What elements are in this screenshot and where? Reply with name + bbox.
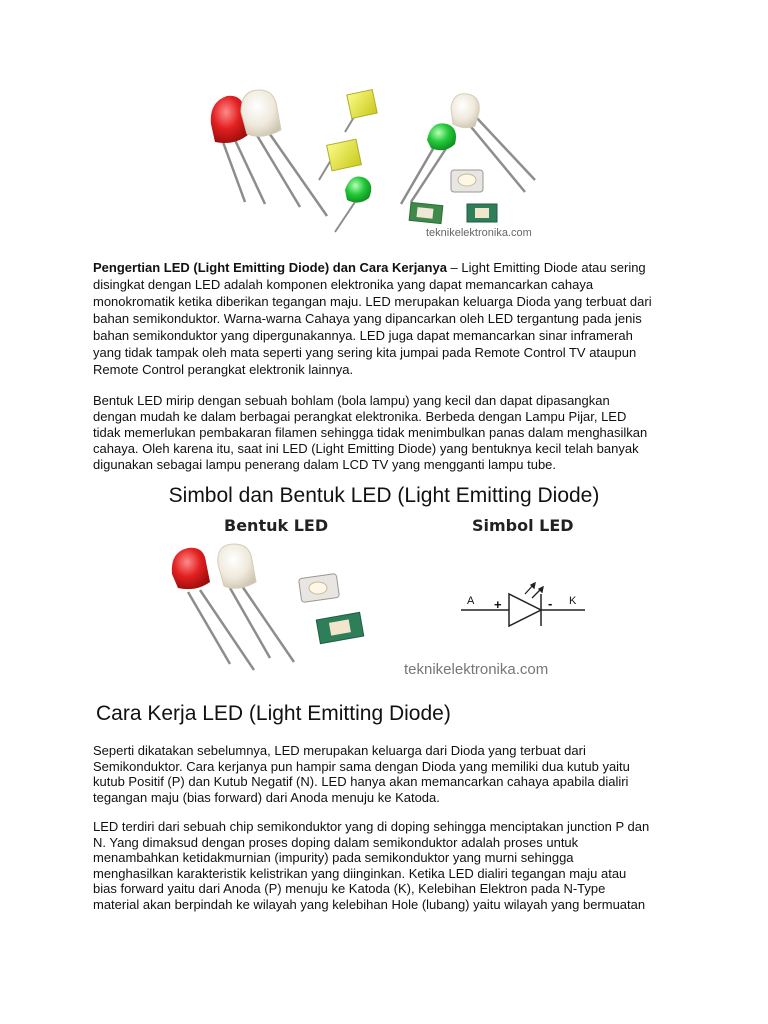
para4-line-5: bias forward yaitu dari Anoda (P) menuju ke Katoda (K), Kelebihan Elektron pada N-Type xyxy=(93,881,606,896)
smd-led-icon xyxy=(299,573,364,643)
led-photo-bentuk xyxy=(168,540,378,680)
para2-line-5: digunakan sebagai lampu penerang dalam LCD TV yang mengganti lampu tube. xyxy=(93,457,557,472)
clear-led-icon xyxy=(218,544,294,662)
para3-line-4: tegangan maju (bias forward) dari Anoda menuju ke Katoda. xyxy=(93,789,440,805)
simbol-led-label: Simbol LED xyxy=(472,516,574,535)
paragraph-cara-kerja xyxy=(93,743,630,805)
para2-line-3: tidak memerlukan pembakaran filamen sehingga tidak menimbulkan panas dalam menghasilkan xyxy=(93,425,648,440)
paragraph-chip-doping xyxy=(93,819,649,912)
intro-lead: Pengertian LED (Light Emitting Diode) dan Cara Kerjanya xyxy=(93,260,447,275)
yellow-led-icon xyxy=(319,90,377,180)
intro-line-2: disingkat dengan LED adalah komponen elektronika yang dapat memancarkan cahaya xyxy=(93,277,594,292)
plus-sign: + xyxy=(494,597,502,612)
anode-label: A xyxy=(467,595,475,607)
para3-line-2: Semikonduktor. Cara kerjanya pun hampir sama dengan Dioda yang memiliki dua kutub yaitu xyxy=(93,758,630,774)
para2-line-2: dengan mudah ke dalam berbagai perangkat elektronika. Berbeda dengan Lampu Pijar, LED xyxy=(93,409,627,424)
para3-line-3: kutub Positif (P) dan Kutub Negatif (N). LED hanya akan memancarkan cahaya apabila dialiri xyxy=(93,774,629,789)
smd-led-icon xyxy=(409,170,497,224)
para4-line-3: menambahkan ketidakmurnian (impurity) pada semikonduktor yang murni sehingga xyxy=(93,850,574,865)
diode-triangle xyxy=(509,594,541,626)
para4-line-1: LED terdiri dari sebuah chip semikonduktor yang di doping sehingga menciptakan junction P dan xyxy=(93,819,650,834)
bentuk-led-label: Bentuk LED xyxy=(224,516,329,535)
para3-line-1: Seperti dikatakan sebelumnya, LED merupakan keluarga dari Dioda yang terbuat dari xyxy=(93,743,586,758)
intro-line-1: – Light Emitting Diode atau sering xyxy=(446,260,646,275)
intro-paragraph xyxy=(93,259,652,378)
top-watermark: teknikelektronika.com xyxy=(426,227,532,239)
para4-line-4: menghasilkan karakteristik kelistrikan yang diinginkan. Ketika LED dialiri tegangan maju atau xyxy=(93,865,627,881)
intro-line-7: Remote Control perangkat elektronik lainnya. xyxy=(93,362,354,377)
bentuk-watermark: teknikelektronika.com xyxy=(404,661,549,678)
intro-line-6: yang tidak tampak oleh mata seperti yang sering kita jumpai pada Remote Control TV ataupun xyxy=(93,345,637,360)
para4-line-6: material akan berpindah ke wilayah yang kelebihan Hole (lubang) yaitu wilayah yang bermuatan xyxy=(93,896,646,912)
intro-line-4: bahan semikonduktor. Warna-warna Cahaya yang dipancarkan oleh LED tergantung pada jenis xyxy=(93,311,642,326)
minus-sign: - xyxy=(548,596,553,611)
intro-line-3: monokromatik ketika diberikan tegangan maju. LED merupakan keluarga Dioda yang terbuat dari xyxy=(93,294,652,309)
heading-cara-kerja: Cara Kerja LED (Light Emitting Diode) xyxy=(96,702,451,725)
intro-line-5: bahan semikonduktor yang dipergunakannya. LED juga dapat memancarkan sinar inframerah xyxy=(93,328,633,343)
para2-line-4: cahaya. Oleh karena itu, saat ini LED (Light Emitting Diode) yang bentuknya kecil telah banyak xyxy=(93,441,639,456)
paragraph-bentuk xyxy=(93,393,647,473)
heading-simbol-bentuk: Simbol dan Bentuk LED (Light Emitting Diode) xyxy=(168,484,600,507)
para2-line-1: Bentuk LED mirip dengan sebuah bohlam (bola lampu) yang kecil dan dapat dipasangkan xyxy=(93,393,610,408)
para4-line-2: N. Yang dimaksud dengan proses doping dalam semikonduktor adalah proses untuk xyxy=(93,834,579,850)
clear-led-icon xyxy=(241,90,327,216)
cathode-label: K xyxy=(569,595,577,607)
led-photo-top xyxy=(205,82,565,247)
